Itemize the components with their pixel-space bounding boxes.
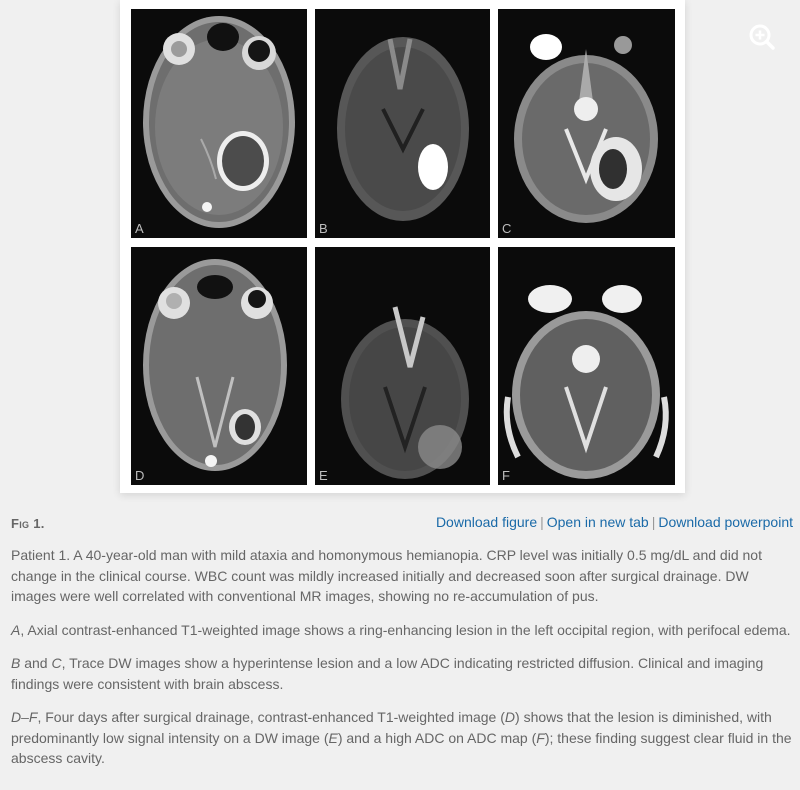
panel-ref: E xyxy=(328,729,338,746)
caption-text: , Axial contrast-enhanced T1-weighted image shows a ring-enhancing lesion in the left occipital region, with perifocal edema. xyxy=(20,621,791,638)
caption-panel-bc xyxy=(11,653,796,694)
caption-text: , Four days after surgical drainage, contrast-enhanced T1-weighted image ( xyxy=(37,709,505,725)
caption-intro: Patient 1. A 40-year-old man with mild ataxia and homonymous hemianopia. CRP level was initially 0.5 mg/dL and did not change in the clinical course. WBC count was mildly increased initially and decreased soon after surgical drainage. DW images were well correlated with conventional MR images, showing no re-accumulation of pus. xyxy=(11,547,762,604)
zoom-in-icon xyxy=(745,22,781,52)
brain-adc-image xyxy=(498,9,675,238)
brain-t1-image xyxy=(131,247,307,485)
figure-links xyxy=(436,514,793,530)
brain-adc-image xyxy=(498,247,675,485)
mri-panel-d[interactable] xyxy=(131,247,307,485)
panel-label: E xyxy=(319,468,328,483)
mri-panel-a[interactable] xyxy=(131,9,307,238)
link-separator: | xyxy=(540,514,544,530)
panel-ref: D xyxy=(504,709,516,725)
mri-panel-e[interactable] xyxy=(315,247,490,485)
caption-text: , Trace DW images show a hyperintense lesion and a low ADC indicating restricted diffusion. Clinical and imaging findings were consistent with brain abscess. xyxy=(11,655,764,692)
caption-panel-a xyxy=(11,620,796,641)
panel-label: F xyxy=(502,468,510,483)
panel-ref: C xyxy=(51,655,62,671)
download-figure-link[interactable]: Download figure xyxy=(435,514,538,530)
panel-label: B xyxy=(319,221,328,236)
panel-label: C xyxy=(502,221,512,236)
figure-caption xyxy=(11,545,796,782)
figure-label: Fig 1. xyxy=(11,516,45,531)
zoom-in-button[interactable] xyxy=(745,22,781,52)
brain-t1-image xyxy=(131,9,307,238)
panel-label: D xyxy=(135,468,145,483)
caption-text: ); these finding suggest clear fluid in the abscess cavity. xyxy=(11,729,792,766)
caption-header xyxy=(11,514,793,534)
panel-ref: D–F xyxy=(11,709,38,725)
brain-dwi-image xyxy=(315,9,490,238)
mri-panel-f[interactable] xyxy=(498,247,675,485)
panel-ref: B xyxy=(11,655,21,671)
figure-card[interactable] xyxy=(120,0,685,493)
panel-ref: F xyxy=(536,729,545,746)
download-powerpoint-link[interactable]: Download powerpoint xyxy=(658,514,793,530)
panel-label: A xyxy=(135,221,144,236)
caption-text: ) and a high ADC on ADC map ( xyxy=(337,729,537,746)
caption-text: ) shows that the lesion is diminished, with predominantly low signal intensity on a DW image ( xyxy=(11,709,772,746)
brain-dwi-image xyxy=(315,247,490,485)
caption-text: and xyxy=(20,655,52,671)
mri-panel-c[interactable] xyxy=(498,9,675,238)
panel-ref: A xyxy=(11,621,21,638)
open-new-tab-link[interactable]: Open in new tab xyxy=(546,514,649,530)
link-separator: | xyxy=(651,514,656,530)
caption-panel-df xyxy=(11,707,796,769)
mri-panel-b[interactable] xyxy=(315,9,490,238)
